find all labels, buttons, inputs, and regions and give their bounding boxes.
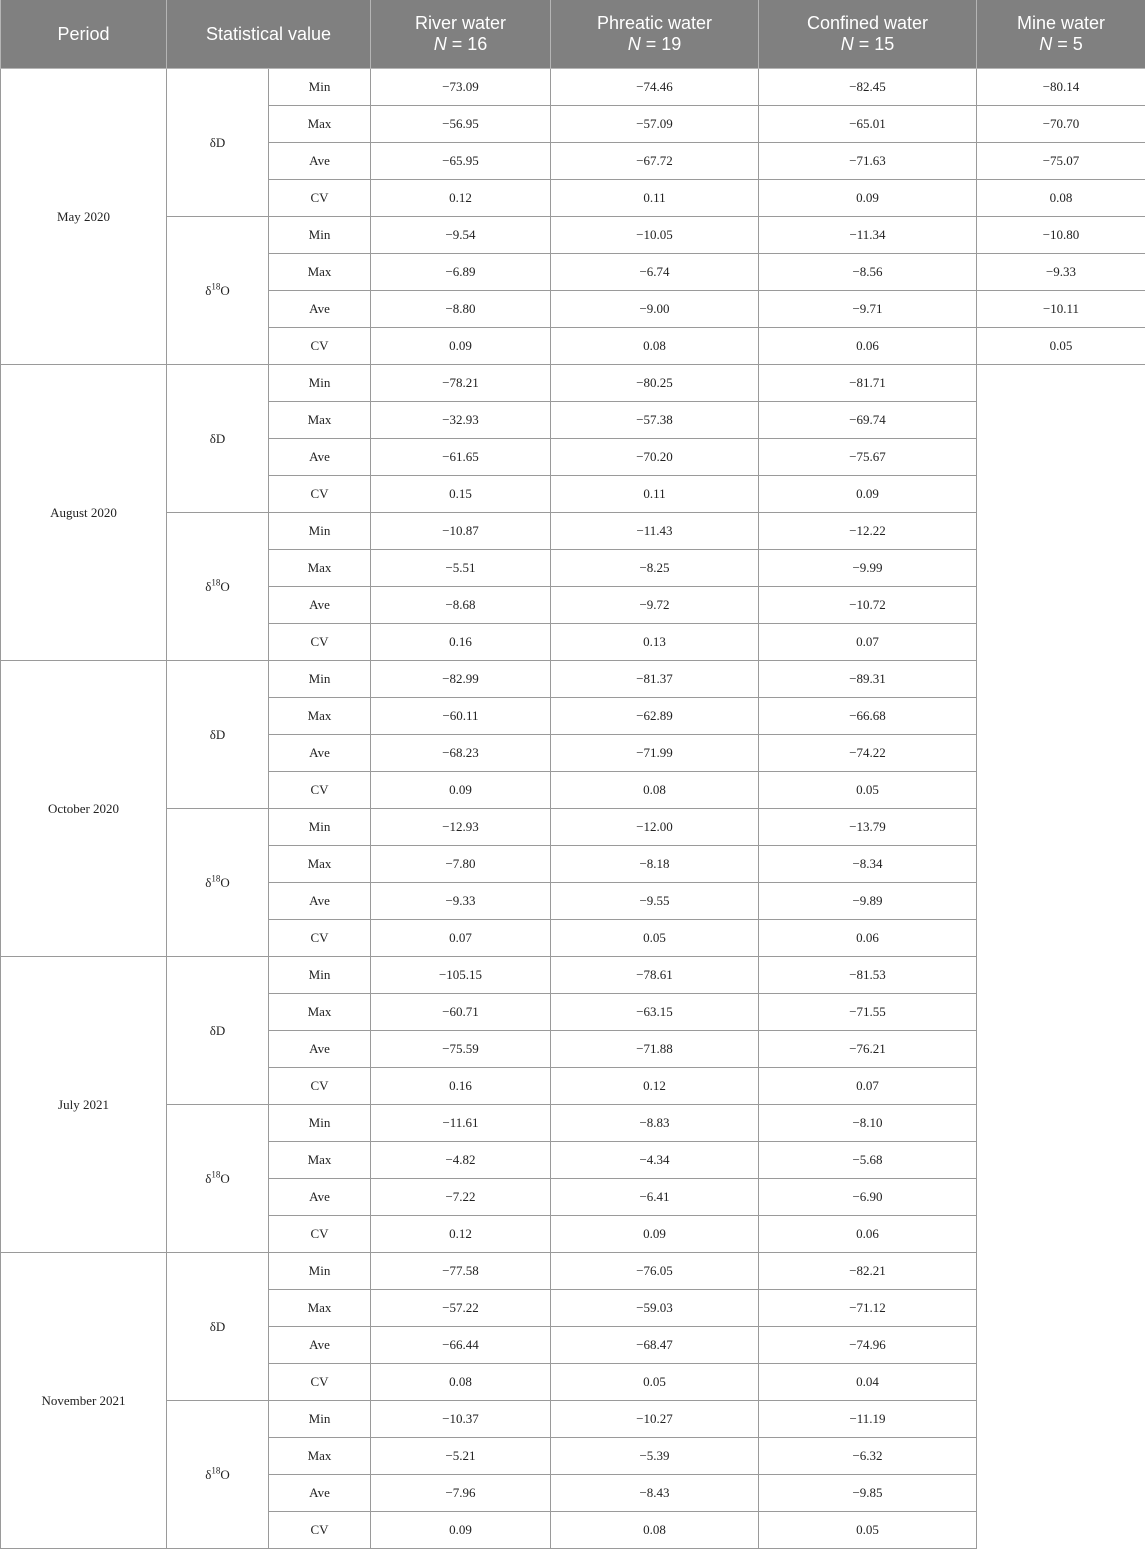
river-water-value: −57.22 (371, 1290, 551, 1327)
river-n-label: N (433, 34, 447, 54)
table-row (1, 69, 1145, 106)
element-symbol: O (220, 1170, 230, 1186)
stat-label: Max (269, 402, 371, 439)
confined-water-value: 0.06 (759, 920, 977, 957)
delta-18o-label (167, 1401, 269, 1549)
header-statistical-value: Statistical value (167, 0, 371, 69)
mine-n-value: = 5 (1057, 34, 1083, 54)
confined-water-value: 0.06 (759, 1216, 977, 1253)
table-row (1, 365, 1145, 402)
stat-label: CV (269, 476, 371, 513)
phreatic-water-value: −8.25 (551, 550, 759, 587)
phreatic-water-value: −63.15 (551, 994, 759, 1031)
confined-water-value: −6.32 (759, 1438, 977, 1475)
confined-water-value: −10.72 (759, 587, 977, 624)
table-row (1, 217, 1145, 254)
table-row (1, 513, 1145, 550)
confined-water-value: −9.71 (759, 291, 977, 328)
stat-label: CV (269, 1068, 371, 1105)
stat-label: Ave (269, 1475, 371, 1512)
phreatic-water-value: −76.05 (551, 1253, 759, 1290)
header-river-water (371, 0, 551, 69)
river-water-value: −10.87 (371, 513, 551, 550)
header-row (1, 0, 1145, 69)
river-water-value: −56.95 (371, 106, 551, 143)
stat-label: Max (269, 1290, 371, 1327)
confined-water-value: −69.74 (759, 402, 977, 439)
phreatic-water-value: −10.27 (551, 1401, 759, 1438)
period-cell: May 2020 (1, 69, 167, 365)
isotope-mass: 18 (211, 873, 221, 884)
stat-label: Ave (269, 587, 371, 624)
river-water-value: −5.51 (371, 550, 551, 587)
isotope-mass: 18 (211, 577, 221, 588)
phreatic-water-value: −10.05 (551, 217, 759, 254)
phreatic-water-value: −81.37 (551, 661, 759, 698)
element-symbol: O (220, 578, 230, 594)
confined-water-value: 0.09 (759, 476, 977, 513)
river-water-value: −61.65 (371, 439, 551, 476)
river-water-value: −60.71 (371, 994, 551, 1031)
phreatic-water-value: 0.13 (551, 624, 759, 661)
isotope-mass: 18 (211, 1465, 221, 1476)
confined-water-value: −8.56 (759, 254, 977, 291)
river-water-value: −75.59 (371, 1031, 551, 1068)
river-water-value: −65.95 (371, 143, 551, 180)
river-water-value: −11.61 (371, 1105, 551, 1142)
phreatic-water-value: −59.03 (551, 1290, 759, 1327)
stat-label: Max (269, 550, 371, 587)
river-water-value: 0.16 (371, 1068, 551, 1105)
confined-water-label: Confined water (806, 13, 929, 33)
river-water-value: 0.15 (371, 476, 551, 513)
river-water-value: −9.54 (371, 217, 551, 254)
confined-water-value: −8.10 (759, 1105, 977, 1142)
river-water-value: −10.37 (371, 1401, 551, 1438)
phreatic-water-value: −8.43 (551, 1475, 759, 1512)
mine-water-empty (977, 365, 1145, 1549)
phreatic-water-label: Phreatic water (596, 13, 713, 33)
mine-water-value: 0.05 (977, 328, 1145, 365)
confined-water-value: 0.07 (759, 624, 977, 661)
period-cell: July 2021 (1, 957, 167, 1253)
mine-water-value: −9.33 (977, 254, 1145, 291)
table-row (1, 957, 1145, 994)
confined-water-value: −12.22 (759, 513, 977, 550)
phreatic-water-value: −74.46 (551, 69, 759, 106)
confined-water-value: −81.53 (759, 957, 977, 994)
table-row (1, 1105, 1145, 1142)
river-water-value: −7.96 (371, 1475, 551, 1512)
delta-18o-label (167, 513, 269, 661)
period-cell: August 2020 (1, 365, 167, 661)
river-water-value: −8.68 (371, 587, 551, 624)
confined-water-value: 0.04 (759, 1364, 977, 1401)
confined-n-value: = 15 (858, 34, 895, 54)
confined-water-value: −71.63 (759, 143, 977, 180)
header-confined-water (759, 0, 977, 69)
table-row (1, 809, 1145, 846)
mine-water-value: −80.14 (977, 69, 1145, 106)
river-water-value: −8.80 (371, 291, 551, 328)
confined-water-value: −66.68 (759, 698, 977, 735)
confined-water-value: −11.34 (759, 217, 977, 254)
river-water-value: 0.07 (371, 920, 551, 957)
phreatic-water-value: −4.34 (551, 1142, 759, 1179)
header-period: Period (1, 0, 167, 69)
confined-water-value: −82.45 (759, 69, 977, 106)
stat-label: Max (269, 254, 371, 291)
stat-label: CV (269, 1512, 371, 1549)
phreatic-water-value: 0.08 (551, 1512, 759, 1549)
phreatic-water-value: −9.55 (551, 883, 759, 920)
confined-water-value: −75.67 (759, 439, 977, 476)
isotope-mass: 18 (211, 281, 221, 292)
period-cell: October 2020 (1, 661, 167, 957)
phreatic-water-value: −11.43 (551, 513, 759, 550)
confined-water-value: −81.71 (759, 365, 977, 402)
stat-label: Ave (269, 291, 371, 328)
phreatic-water-value: 0.09 (551, 1216, 759, 1253)
confined-water-value: −9.85 (759, 1475, 977, 1512)
delta-symbol: δ (205, 282, 212, 298)
element-symbol: O (220, 1466, 230, 1482)
stat-label: CV (269, 180, 371, 217)
stat-label: CV (269, 1216, 371, 1253)
river-water-value: −77.58 (371, 1253, 551, 1290)
mine-water-value: −75.07 (977, 143, 1145, 180)
mine-water-value: −10.11 (977, 291, 1145, 328)
phreatic-water-value: 0.12 (551, 1068, 759, 1105)
confined-water-value: −6.90 (759, 1179, 977, 1216)
river-water-value: −66.44 (371, 1327, 551, 1364)
phreatic-water-value: −67.72 (551, 143, 759, 180)
phreatic-water-value: −12.00 (551, 809, 759, 846)
confined-water-value: −71.55 (759, 994, 977, 1031)
confined-water-value: −76.21 (759, 1031, 977, 1068)
delta-18o-label (167, 809, 269, 957)
stat-label: Ave (269, 1327, 371, 1364)
river-water-value: 0.16 (371, 624, 551, 661)
confined-water-value: −8.34 (759, 846, 977, 883)
confined-water-value: −71.12 (759, 1290, 977, 1327)
stat-label: Ave (269, 439, 371, 476)
phreatic-water-value: 0.11 (551, 180, 759, 217)
element-symbol: O (220, 282, 230, 298)
stat-label: Max (269, 698, 371, 735)
phreatic-water-value: −6.41 (551, 1179, 759, 1216)
phreatic-water-value: 0.08 (551, 772, 759, 809)
stat-label: Ave (269, 1031, 371, 1068)
phreatic-water-value: −8.83 (551, 1105, 759, 1142)
table-body (1, 69, 1145, 1549)
river-water-value: 0.12 (371, 1216, 551, 1253)
delta-d-label: δD (167, 365, 269, 513)
delta-d-label: δD (167, 957, 269, 1105)
phreatic-water-value: −80.25 (551, 365, 759, 402)
stat-label: Max (269, 106, 371, 143)
phreatic-water-value: −57.09 (551, 106, 759, 143)
delta-d-label: δD (167, 661, 269, 809)
phreatic-n-label: N (627, 34, 641, 54)
stat-label: Min (269, 957, 371, 994)
river-water-value: −7.80 (371, 846, 551, 883)
mine-water-value: −70.70 (977, 106, 1145, 143)
phreatic-water-value: −5.39 (551, 1438, 759, 1475)
river-water-label: River water (414, 13, 507, 33)
confined-water-value: −74.96 (759, 1327, 977, 1364)
period-cell: November 2021 (1, 1253, 167, 1549)
mine-water-label: Mine water (1016, 13, 1106, 33)
header-mine-water (977, 0, 1145, 69)
stat-label: Ave (269, 735, 371, 772)
phreatic-water-value: −78.61 (551, 957, 759, 994)
river-water-value: −12.93 (371, 809, 551, 846)
confined-water-value: −65.01 (759, 106, 977, 143)
river-n-value: = 16 (451, 34, 488, 54)
stat-label: Min (269, 217, 371, 254)
river-water-value: −73.09 (371, 69, 551, 106)
confined-water-value: 0.07 (759, 1068, 977, 1105)
river-water-value: −7.22 (371, 1179, 551, 1216)
stat-label: Min (269, 69, 371, 106)
table-row (1, 1401, 1145, 1438)
river-water-value: −105.15 (371, 957, 551, 994)
header-phreatic-water (551, 0, 759, 69)
stat-label: Max (269, 994, 371, 1031)
river-water-value: −60.11 (371, 698, 551, 735)
delta-18o-label (167, 217, 269, 365)
stat-label: CV (269, 624, 371, 661)
phreatic-water-value: −57.38 (551, 402, 759, 439)
phreatic-water-value: −8.18 (551, 846, 759, 883)
stat-label: CV (269, 920, 371, 957)
phreatic-water-value: 0.05 (551, 1364, 759, 1401)
stat-label: Min (269, 365, 371, 402)
stat-label: Max (269, 1438, 371, 1475)
delta-18o-label (167, 1105, 269, 1253)
mine-water-value: −10.80 (977, 217, 1145, 254)
river-water-value: −5.21 (371, 1438, 551, 1475)
stat-label: Min (269, 1105, 371, 1142)
stat-label: Min (269, 513, 371, 550)
confined-water-value: −89.31 (759, 661, 977, 698)
phreatic-n-value: = 19 (645, 34, 682, 54)
river-water-value: −82.99 (371, 661, 551, 698)
stat-label: CV (269, 772, 371, 809)
delta-d-label: δD (167, 1253, 269, 1401)
river-water-value: 0.09 (371, 328, 551, 365)
stat-label: CV (269, 328, 371, 365)
phreatic-water-value: −6.74 (551, 254, 759, 291)
mine-n-label: N (1039, 34, 1053, 54)
confined-water-value: −74.22 (759, 735, 977, 772)
river-water-value: −9.33 (371, 883, 551, 920)
river-water-value: −4.82 (371, 1142, 551, 1179)
confined-water-value: −82.21 (759, 1253, 977, 1290)
element-symbol: O (220, 874, 230, 890)
confined-water-value: −9.89 (759, 883, 977, 920)
phreatic-water-value: −71.99 (551, 735, 759, 772)
phreatic-water-value: −68.47 (551, 1327, 759, 1364)
confined-water-value: −13.79 (759, 809, 977, 846)
river-water-value: −32.93 (371, 402, 551, 439)
delta-symbol: δ (205, 874, 212, 890)
delta-d-label: δD (167, 69, 269, 217)
delta-symbol: δ (205, 578, 212, 594)
confined-water-value: −5.68 (759, 1142, 977, 1179)
stat-label: Min (269, 1253, 371, 1290)
river-water-value: 0.08 (371, 1364, 551, 1401)
river-water-value: 0.12 (371, 180, 551, 217)
stat-label: Min (269, 1401, 371, 1438)
stat-label: Ave (269, 143, 371, 180)
confined-n-label: N (840, 34, 854, 54)
river-water-value: −6.89 (371, 254, 551, 291)
confined-water-value: 0.06 (759, 328, 977, 365)
stat-label: CV (269, 1364, 371, 1401)
confined-water-value: 0.05 (759, 1512, 977, 1549)
stat-label: Max (269, 1142, 371, 1179)
stat-label: Min (269, 809, 371, 846)
phreatic-water-value: 0.11 (551, 476, 759, 513)
phreatic-water-value: −71.88 (551, 1031, 759, 1068)
stat-label: Max (269, 846, 371, 883)
stat-label: Ave (269, 883, 371, 920)
river-water-value: 0.09 (371, 1512, 551, 1549)
delta-symbol: δ (205, 1170, 212, 1186)
phreatic-water-value: 0.05 (551, 920, 759, 957)
table-row (1, 1253, 1145, 1290)
confined-water-value: −9.99 (759, 550, 977, 587)
confined-water-value: 0.05 (759, 772, 977, 809)
stat-label: Min (269, 661, 371, 698)
river-water-value: −78.21 (371, 365, 551, 402)
delta-symbol: δ (205, 1466, 212, 1482)
phreatic-water-value: −70.20 (551, 439, 759, 476)
phreatic-water-value: 0.08 (551, 328, 759, 365)
confined-water-value: −11.19 (759, 1401, 977, 1438)
river-water-value: 0.09 (371, 772, 551, 809)
river-water-value: −68.23 (371, 735, 551, 772)
stat-label: Ave (269, 1179, 371, 1216)
isotope-mass: 18 (211, 1169, 221, 1180)
phreatic-water-value: −62.89 (551, 698, 759, 735)
table-row (1, 661, 1145, 698)
phreatic-water-value: −9.72 (551, 587, 759, 624)
mine-water-value: 0.08 (977, 180, 1145, 217)
phreatic-water-value: −9.00 (551, 291, 759, 328)
confined-water-value: 0.09 (759, 180, 977, 217)
